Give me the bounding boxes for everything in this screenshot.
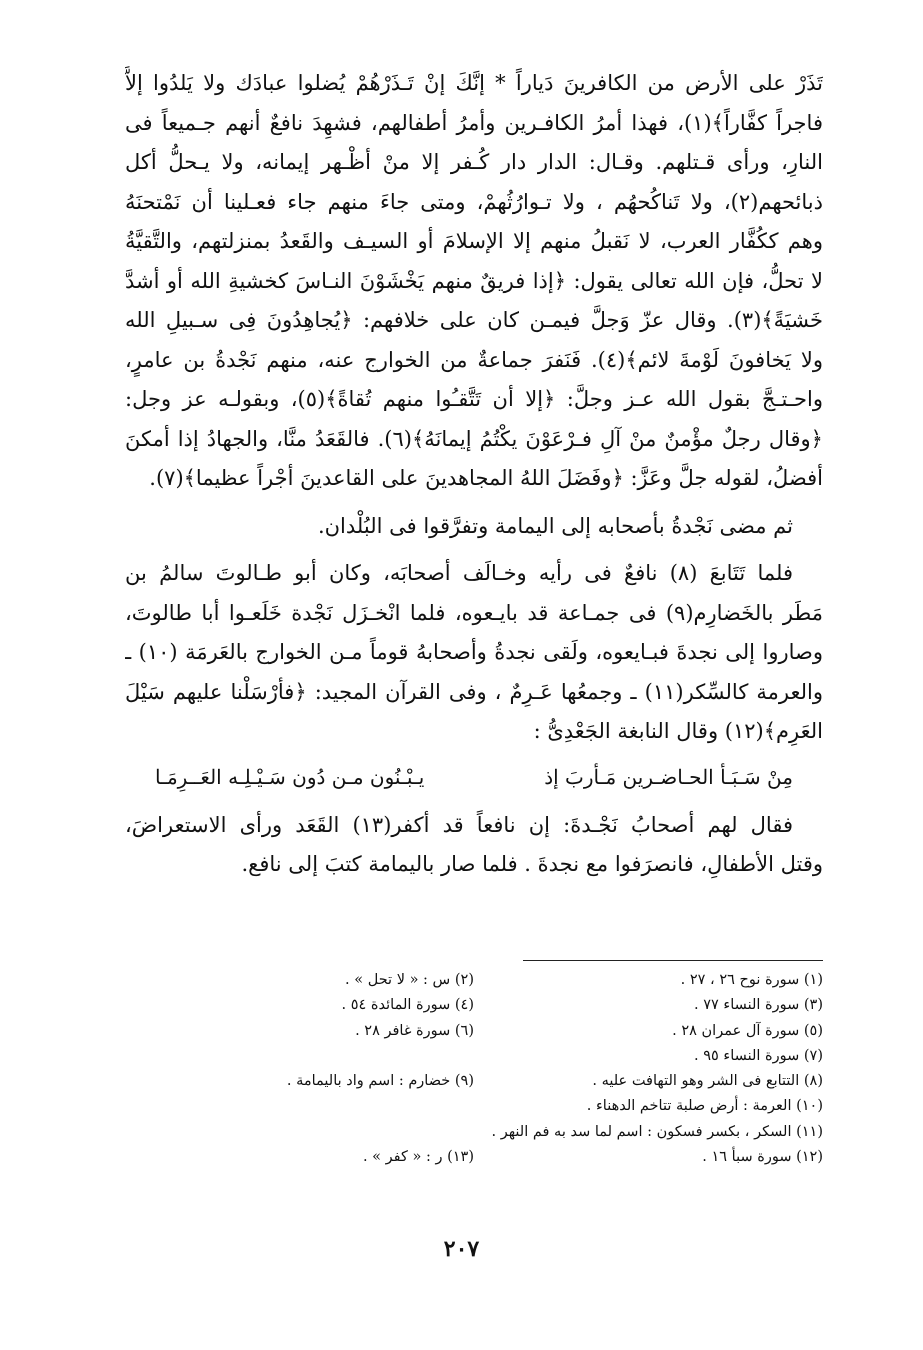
paragraph-line: ثم مضى نَجْدةُ بأصحابه إلى اليمامة وتفرَّقوا فى البُلْدان.: [317, 513, 793, 538]
main-text: [125, 64, 823, 885]
footnote-row: [125, 1069, 823, 1094]
footnote: (١٢) سورة سبأ ١٦ .: [702, 1149, 823, 1166]
footnote-row: [125, 1044, 823, 1069]
text-line: أفضلُ، لقوله جلَّ وعَزَّ: ﴿وفَضَلَ اللهُ المجاهدينَ على القاعدينَ أجْراً عظيما﴾(٧).: [149, 466, 823, 490]
footnote: (٤) سورة المائدة ٥٤ .: [341, 997, 474, 1014]
footnote-row: [125, 993, 823, 1018]
text-line: وهم ككُفَّار العرب، لا نَقبلُ منهم إلا الإسلامَ أو السيـف والقَعدُ بمنزلتهم، والتَّقيَّةُ: [125, 229, 823, 253]
text-line: خَشيَةً﴾(٣). وقال عزّ وَجلَّ فيمـن كان على خلافهم: ﴿يُجاهِدُونَ فِى سـبيلِ الله: [125, 308, 823, 332]
footnote: (١) سورة نوح ٢٦ ، ٢٧ .: [680, 972, 823, 988]
footnote-row: [125, 1120, 823, 1145]
verse-second-hemistich: يـبْـنُون مـن دُون سَـيْـلِـه العَــرِمَـا: [155, 764, 425, 789]
text-line: ﴿وقال رجلٌ مؤْمنٌ منْ آلِ فـرْعَوْنَ يكْتُمُ إيمانَهُ﴾(٦). فالقَعَدُ منَّا، والجهادُ إذا أمكنَ: [125, 426, 823, 451]
verse-first-hemistich: مِنْ سَـبَـأ الحـاضـرين مَـأربَ إذ: [544, 764, 793, 789]
footnote: (١١) السكر ، بكسر فسكون : اسم لما سد به فم النهر .: [491, 1123, 823, 1140]
footnote: (٨) التتابع فى الشر وهو التهافت عليه .: [592, 1073, 823, 1090]
text-line: واحـتـجَّ بقول الله عـز وجلَّ: ﴿إلا أن تَتَّقـُوا منهم تُقاةً﴾(٥)، وبقولـه عز وجل:: [125, 387, 823, 411]
footnotes: [125, 968, 823, 1170]
text-line: ذبائحهم(٢)، ولا تَناكُحهُم ، ولا تـوارُثُهمْ، ومتى جاءَ منهم جاء فعـلينا أن نَمْتحنَهُ: [125, 189, 823, 214]
footnote: (٥) سورة آل عمران ٢٨ .: [672, 1022, 823, 1039]
text-line: تَذَرْ على الأرض من الكافرينَ دَياراً * إنَّكَ إنْ تَـذَرْهُمْ يُضلوا عبادَك ولا يَلدُوا إلاَّ: [125, 71, 823, 95]
paragraph-line: فقال لهم أصحابُ نَجْـدةَ: إن نافعاً قد أكفر(١٣) القَعَد ورأى الاستعراضَ،: [125, 812, 793, 837]
paragraph-line: فلما تَتَابعَ (٨) نافعٌ فى رأيه وخـالَف أصحابَه، وكان أبو طـالوتَ سالمُ بن: [125, 561, 793, 585]
text-line: فاجراً كفَّاراً﴾(١)، فهذا أمرُ الكافـرين وأمرُ أطفالهم، فشهِدَ نافعٌ أنهم جـميعاً فى: [125, 110, 823, 135]
footnote: (٢) س : « لا تحل » .: [345, 972, 474, 988]
text-line: ولا يَخافونَ لَوْمةَ لائم﴾(٤). فَنَفرَ جماعةٌ من الخوارج عنه، منهم نَجْدةُ بن عامرٍ،: [125, 347, 823, 372]
text-line: والعرمة كالسِّكر(١١) ـ وجمعُها عَـرِمٌ ، وفى القرآن المجيد: ﴿فأرْسَلْنا عليهم سَيْلَ: [125, 679, 823, 704]
text-line: العَرِم﴾(١٢) وقال النابغة الجَعْدِىُّ :: [533, 719, 823, 743]
text-line: لا تحلُّ، فإن الله تعالى يقول: ﴿إذا فريقٌ منهم يَخْشَوْنَ النـاسَ كخشيةِ الله أو أشدَّ: [125, 268, 823, 293]
footnote: (٩) خضارم : اسم واد باليمامة .: [286, 1073, 474, 1090]
page-number: ٢٠٧: [443, 1236, 480, 1262]
footnote: [125, 1044, 474, 1069]
footnote-row: [125, 968, 823, 993]
footnote-row: [125, 1094, 823, 1119]
footnote: (٣) سورة النساء ٧٧ .: [694, 997, 823, 1014]
footnote-row: [125, 1019, 823, 1044]
footnote: (١٣) ر : « كفر » .: [362, 1149, 474, 1166]
text-line: النارِ، ورأى قـتلهم. وقـال: الدار دار كُـفر إلا منْ أظْـهر إيمانه، ولا يـحلُّ أكل: [125, 150, 823, 174]
footnote-row: [125, 1145, 823, 1170]
footnote: (١٠) العرمة : أرض صلبة تتاخم الدهناء .: [586, 1098, 823, 1115]
text-line: وقتل الأطفالِ، فانصرَفوا مع نجدةَ . فلما صار باليمامة كتبَ إلى نافع.: [241, 852, 823, 876]
footnote: (٧) سورة النساء ٩٥ .: [694, 1047, 823, 1064]
text-line: مَطَر بالخَضارِم(٩) فى جمـاعة قد بايـعوه، فلما انْخـزَل نَجْدة خَلَعـوا أبا طالوتَ،: [125, 600, 823, 625]
footnote-divider: [523, 960, 823, 961]
footnote: (٦) سورة غافر ٢٨ .: [355, 1022, 474, 1039]
text-line: وصاروا إلى نجدةَ فبـايعوه، ولَقى نجدةُ وأصحابهُ قوماً مـن الخوارج بالعَرمَة (١٠) ـ: [125, 640, 823, 664]
poetry-verse: [125, 756, 823, 798]
